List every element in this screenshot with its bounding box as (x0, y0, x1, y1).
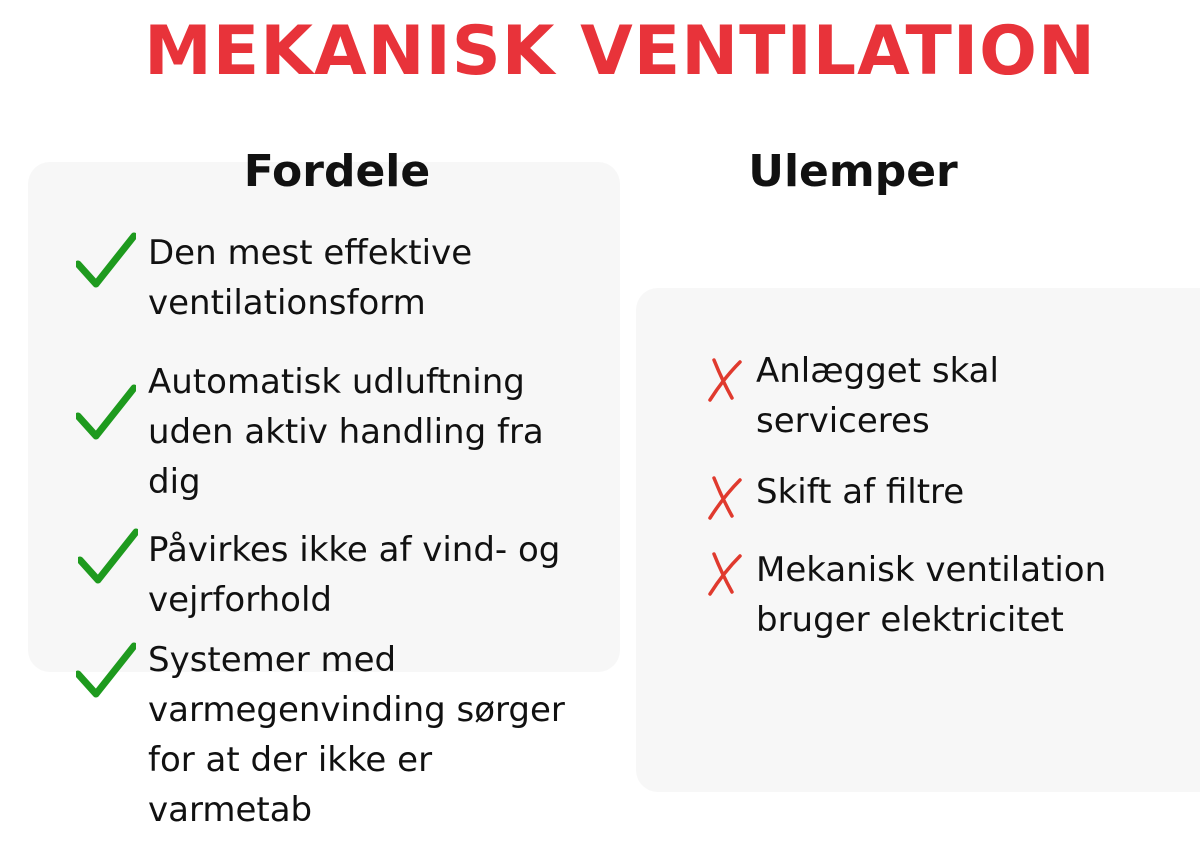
cross-icon (706, 356, 746, 404)
con-item: Mekanisk ventilation bruger elektricitet (756, 550, 1107, 640)
check-icon (76, 384, 136, 440)
check-icon (76, 232, 136, 288)
pro-item: Automatisk udluftning uden aktiv handling fra dig (148, 362, 544, 502)
check-icon (78, 528, 138, 584)
cons-heading: Ulemper (748, 146, 958, 197)
pros-heading: Fordele (243, 146, 431, 197)
check-icon (76, 642, 136, 698)
page-title: MEKANISK VENTILATION (144, 12, 1096, 91)
con-item: Anlægget skal serviceres (756, 351, 999, 441)
cross-icon (706, 474, 746, 522)
cross-icon (706, 550, 746, 598)
pro-item: Systemer med varmegenvinding sørger for at der ikke er varmetab (148, 640, 565, 830)
con-item: Skift af filtre (756, 472, 965, 512)
pro-item: Påvirkes ikke af vind- og vejrforhold (148, 530, 561, 620)
pro-item: Den mest effektive ventilationsform (148, 233, 473, 323)
